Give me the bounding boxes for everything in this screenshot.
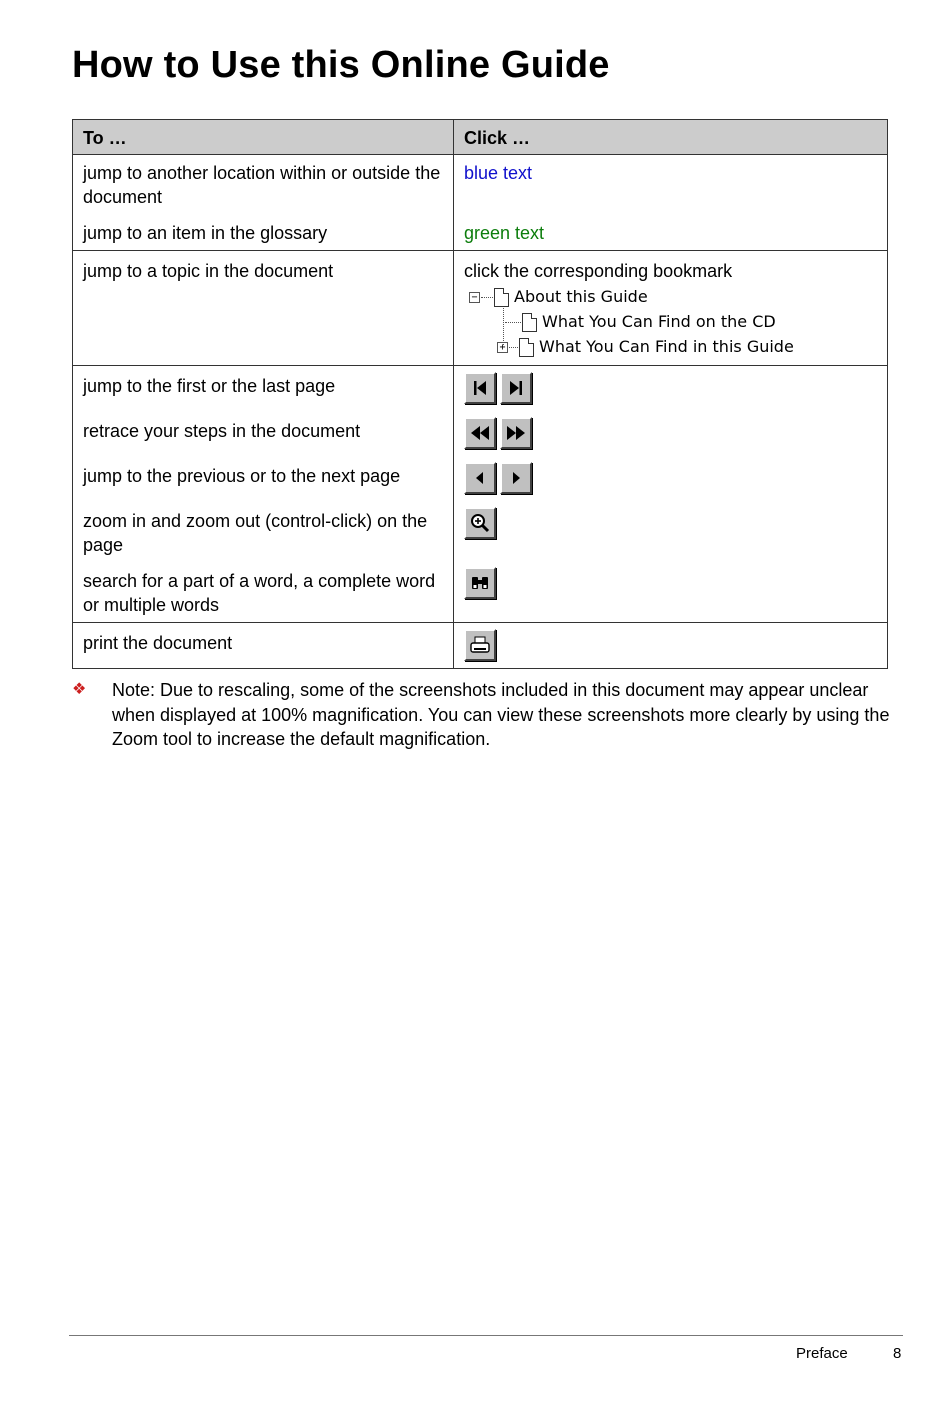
bookmark-item[interactable] bbox=[497, 335, 794, 359]
first-page-icon bbox=[470, 378, 490, 398]
row-text: print the document bbox=[83, 633, 233, 653]
row-text: zoom in and zoom out (control-click) on the page bbox=[83, 511, 428, 555]
row-text: retrace your steps in the document bbox=[83, 421, 361, 441]
print-icon bbox=[469, 635, 491, 655]
page-icon bbox=[494, 288, 509, 307]
bookmark-item[interactable] bbox=[504, 310, 776, 334]
previous-page-button[interactable] bbox=[464, 462, 496, 494]
bullet-icon: ❖ bbox=[72, 681, 87, 698]
footer-section-name: Preface bbox=[796, 1345, 848, 1362]
table-row bbox=[73, 366, 888, 623]
row-text: jump to an item in the glossary bbox=[83, 223, 328, 243]
expand-icon[interactable]: + bbox=[497, 342, 508, 353]
page-title: How to Use this Online Guide bbox=[72, 44, 610, 86]
footer-divider bbox=[69, 1335, 903, 1336]
zoom-icon bbox=[469, 512, 491, 534]
first-page-button[interactable] bbox=[464, 372, 496, 404]
bookmark-item[interactable] bbox=[469, 285, 648, 309]
bookmark-tree bbox=[464, 283, 877, 355]
go-back-icon bbox=[469, 423, 491, 443]
page-icon bbox=[522, 313, 537, 332]
table-header-row bbox=[73, 120, 888, 155]
page-icon bbox=[519, 338, 534, 357]
next-page-icon bbox=[506, 468, 526, 488]
note-text: Note: Due to rescaling, some of the screenshots included in this document may appear unclear when displayed at 100% magnification. You can view these screenshots more clearly by using the Zoom tool to increase the default magnification. bbox=[112, 680, 890, 749]
go-forward-button[interactable] bbox=[500, 417, 532, 449]
blue-text-link[interactable]: blue text bbox=[464, 163, 533, 183]
bookmark-label: What You Can Find in this Guide bbox=[539, 337, 794, 356]
note bbox=[72, 678, 892, 752]
last-page-icon bbox=[506, 378, 526, 398]
header-click: Click … bbox=[454, 120, 888, 155]
previous-page-icon bbox=[470, 468, 490, 488]
search-button[interactable] bbox=[464, 567, 496, 599]
row-text: click the corresponding bookmark bbox=[464, 261, 733, 281]
collapse-icon[interactable]: − bbox=[469, 292, 480, 303]
row-text: search for a part of a word, a complete word or multiple words bbox=[83, 571, 436, 615]
table-row bbox=[73, 251, 888, 366]
table-row bbox=[73, 155, 888, 251]
row-text: jump to a topic in the document bbox=[83, 261, 334, 281]
page-number: 8 bbox=[893, 1345, 902, 1362]
row-text: jump to the first or the last page bbox=[83, 376, 336, 396]
next-page-button[interactable] bbox=[500, 462, 532, 494]
row-text: jump to the previous or to the next page bbox=[83, 466, 401, 486]
bookmark-label: What You Can Find on the CD bbox=[542, 312, 776, 331]
bookmark-label: About this Guide bbox=[514, 287, 648, 306]
row-text: jump to another location within or outside the document bbox=[83, 163, 441, 207]
green-text-link[interactable]: green text bbox=[464, 223, 545, 243]
zoom-button[interactable] bbox=[464, 507, 496, 539]
last-page-button[interactable] bbox=[500, 372, 532, 404]
go-back-button[interactable] bbox=[464, 417, 496, 449]
header-to: To … bbox=[73, 120, 454, 155]
go-forward-icon bbox=[505, 423, 527, 443]
guide-table bbox=[72, 119, 888, 669]
search-binoculars-icon bbox=[469, 573, 491, 593]
print-button[interactable] bbox=[464, 629, 496, 661]
table-row bbox=[73, 623, 888, 669]
